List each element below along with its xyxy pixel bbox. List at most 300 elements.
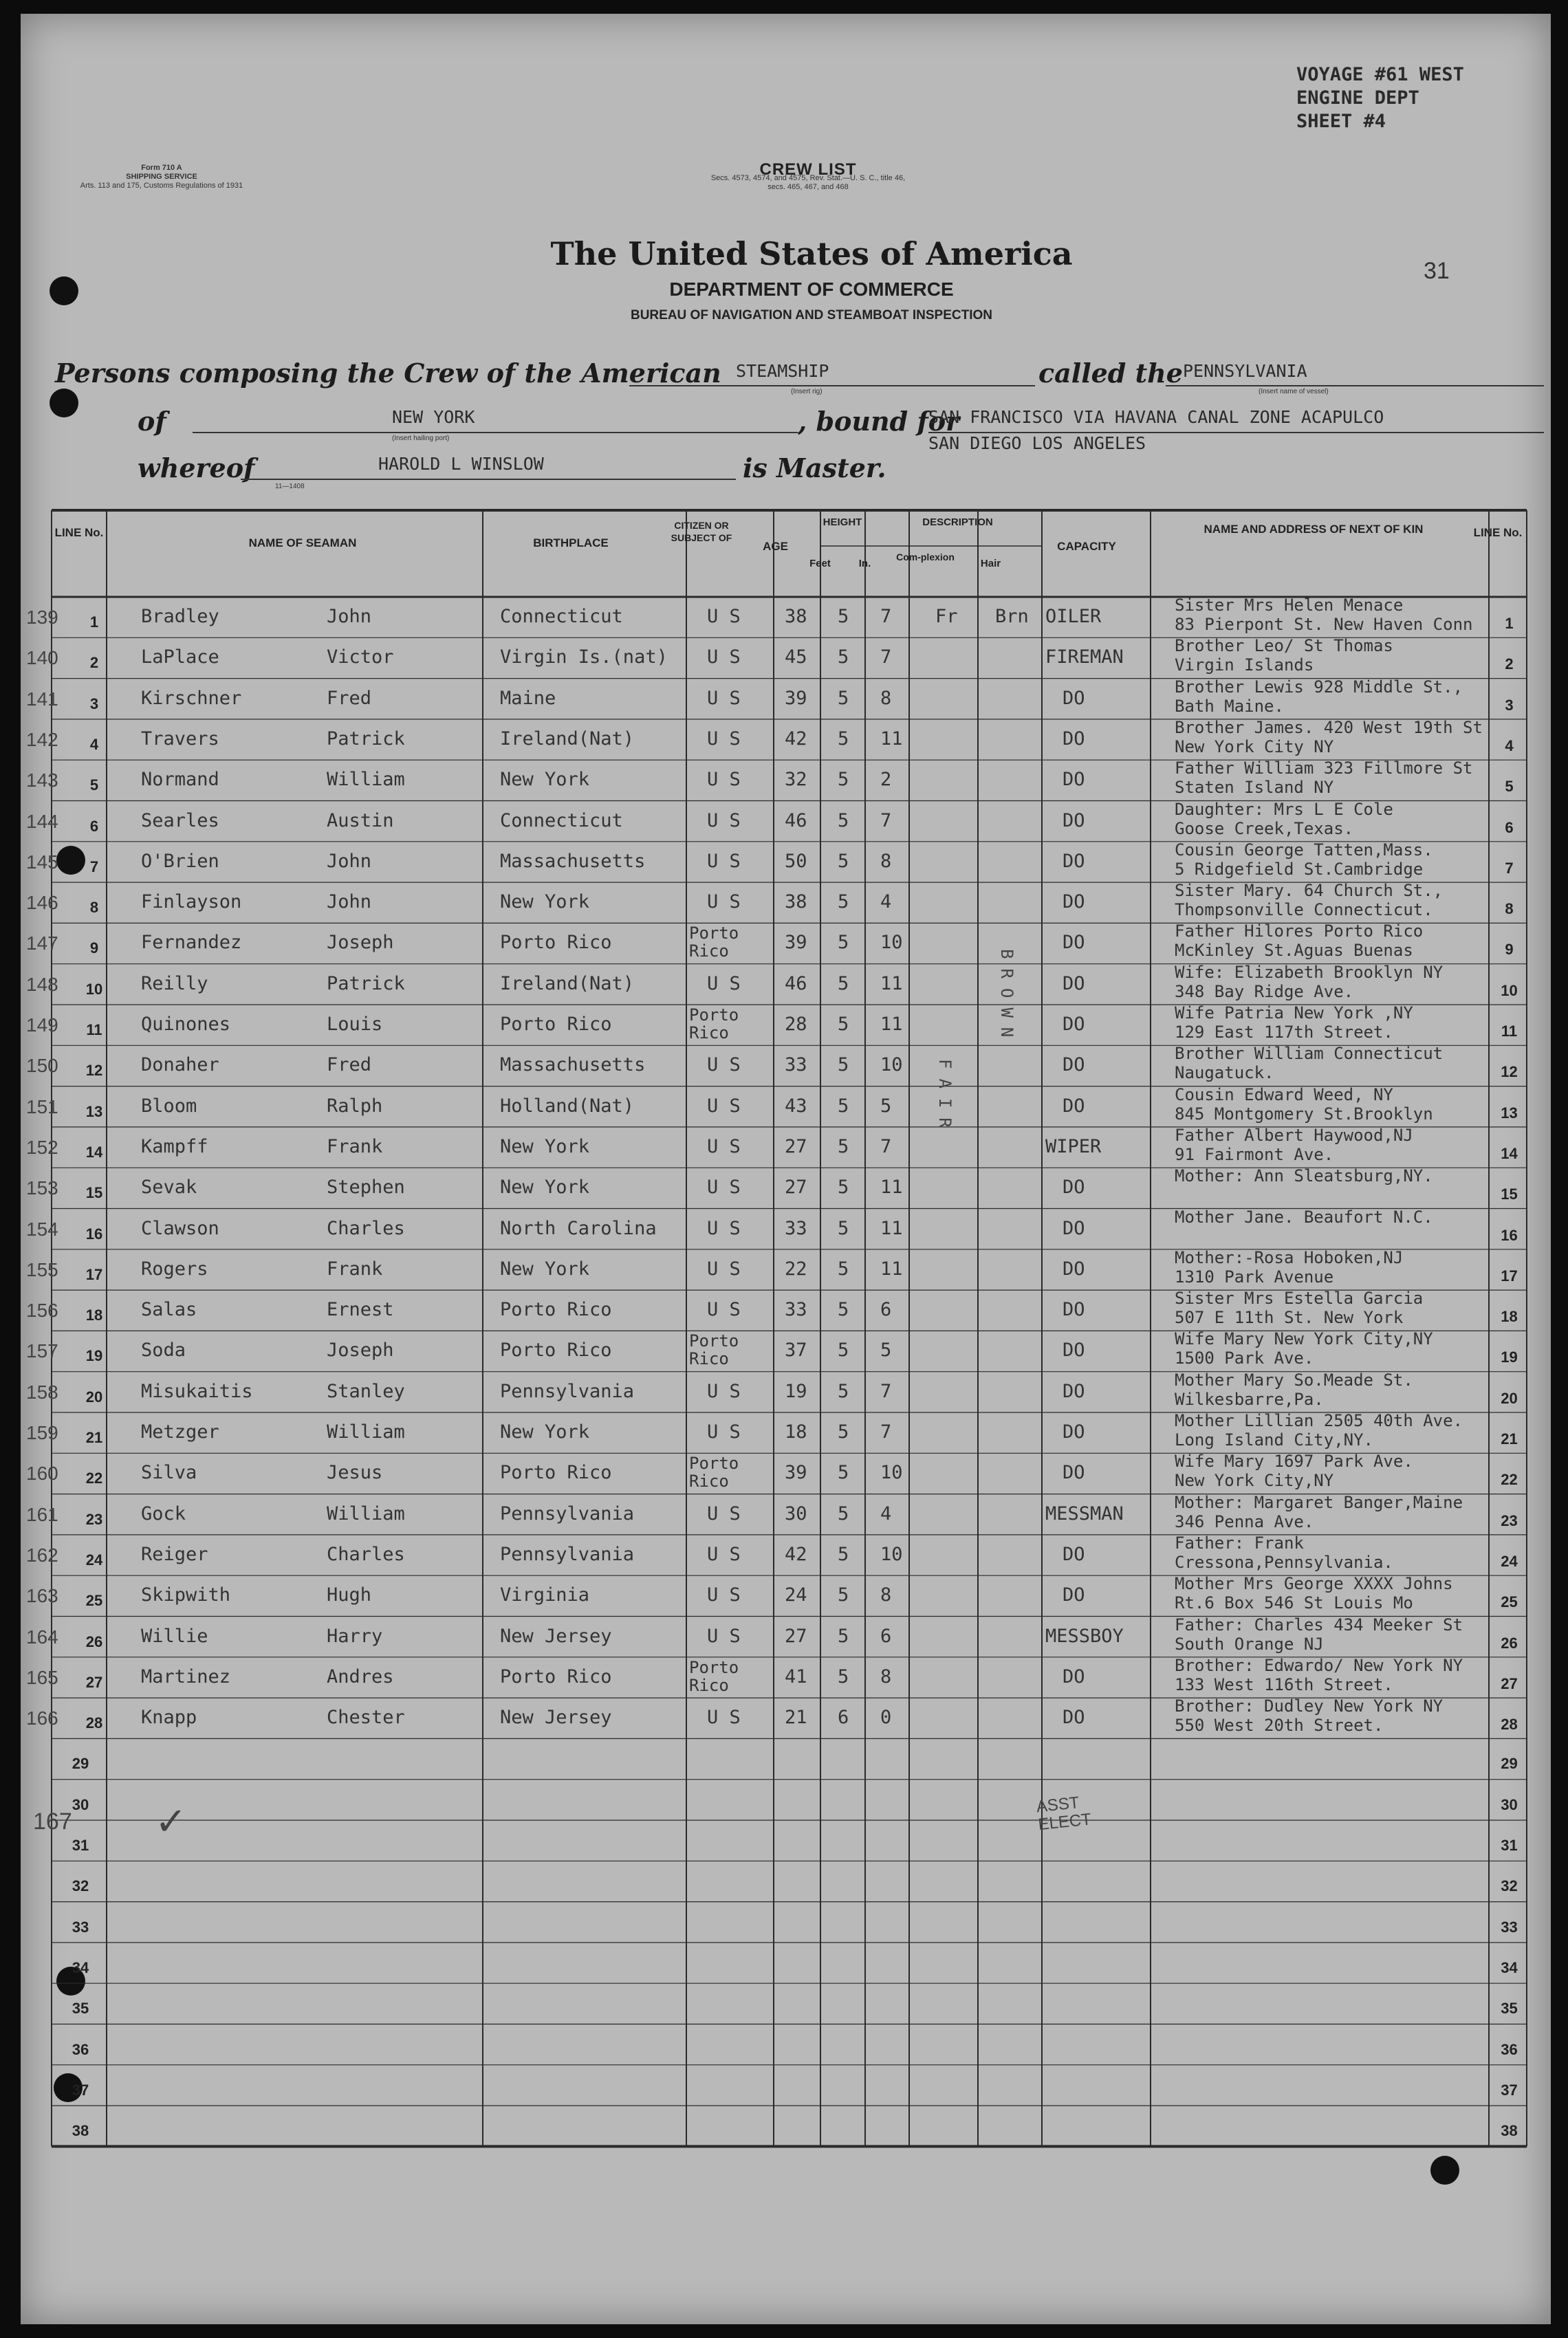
birthplace: Massachusetts bbox=[500, 851, 646, 872]
line-number-right: 27 bbox=[1501, 1674, 1518, 1692]
capacity: DO bbox=[1063, 769, 1085, 791]
next-of-kin-address: 550 West 20th Street. bbox=[1175, 1716, 1384, 1736]
age: 33 bbox=[785, 1054, 807, 1076]
birthplace: Pennsylvania bbox=[500, 1503, 635, 1525]
seaman-first-name: Frank bbox=[327, 1135, 383, 1157]
line-number: 8 bbox=[89, 899, 99, 917]
next-of-kin-address: 5 Ridgefield St.Cambridge bbox=[1175, 859, 1424, 879]
citizenship: U S bbox=[707, 687, 741, 709]
seaman-last-name: Gock bbox=[141, 1503, 186, 1525]
next-of-kin-name: Sister Mrs Estella Garcia bbox=[1175, 1289, 1424, 1309]
line-number: 18 bbox=[85, 1307, 103, 1324]
handwritten-row-number: 146 bbox=[26, 892, 58, 914]
height-feet: 5 bbox=[838, 1258, 849, 1280]
citizenship: U S bbox=[707, 1543, 741, 1565]
handwritten-row-number: 143 bbox=[26, 769, 58, 791]
seaman-last-name: Quinones bbox=[141, 1014, 231, 1035]
header-line-no-right: LINE No. bbox=[1473, 526, 1523, 539]
seaman-first-name: John bbox=[327, 606, 372, 627]
height-feet: 5 bbox=[838, 1543, 849, 1565]
destination-line2: SAN DIEGO LOS ANGELES bbox=[928, 433, 1146, 453]
handwritten-row-number: 151 bbox=[26, 1095, 58, 1117]
next-of-kin-name: Brother Lewis 928 Middle St., bbox=[1175, 677, 1463, 697]
handwritten-row-number: 147 bbox=[26, 932, 58, 954]
capacity: WIPER bbox=[1045, 1135, 1102, 1157]
seaman-last-name: Normand bbox=[141, 769, 219, 791]
line-number-right: 37 bbox=[1501, 2081, 1518, 2099]
citizenship: U S bbox=[707, 1135, 741, 1157]
line-number-right: 19 bbox=[1501, 1348, 1518, 1366]
next-of-kin-name: Mother Mrs George XXXX Johns bbox=[1175, 1574, 1453, 1594]
handwritten-row-number: 157 bbox=[26, 1340, 58, 1362]
department-stamp: ENGINE DEPT bbox=[1296, 87, 1419, 109]
line-number: 24 bbox=[85, 1551, 103, 1569]
age: 37 bbox=[785, 1340, 807, 1362]
citizenship: Porto Rico bbox=[689, 1454, 739, 1492]
capacity: FIREMAN bbox=[1045, 646, 1124, 668]
age: 38 bbox=[785, 606, 807, 627]
line-number-right: 33 bbox=[1501, 1918, 1518, 1936]
handwritten-row-number: 152 bbox=[26, 1136, 58, 1158]
age: 22 bbox=[785, 1258, 807, 1280]
height-inches: 0 bbox=[880, 1707, 892, 1729]
age: 45 bbox=[785, 646, 807, 668]
line-number-right: 1 bbox=[1505, 615, 1514, 632]
height-feet: 5 bbox=[838, 809, 849, 831]
age: 50 bbox=[785, 850, 807, 872]
seaman-last-name: Martinez bbox=[141, 1665, 231, 1687]
line-number-right: 2 bbox=[1505, 655, 1514, 673]
height-inches: 8 bbox=[880, 850, 892, 872]
next-of-kin-address: 133 West 116th Street. bbox=[1175, 1674, 1393, 1694]
line-number: 15 bbox=[85, 1184, 103, 1202]
age: 21 bbox=[785, 1707, 807, 1729]
line-number: 20 bbox=[85, 1388, 103, 1406]
next-of-kin-address: South Orange NJ bbox=[1175, 1634, 1324, 1654]
seaman-first-name: Austin bbox=[327, 809, 394, 831]
birthplace: New Jersey bbox=[500, 1707, 612, 1729]
next-of-kin-name: Father: Frank bbox=[1175, 1533, 1304, 1553]
handwritten-row-number: 164 bbox=[26, 1626, 58, 1648]
statute-line: secs. 465, 467, and 468 bbox=[767, 183, 849, 191]
next-of-kin-name: Cousin Edward Weed, NY bbox=[1175, 1084, 1393, 1104]
capacity: DO bbox=[1063, 1543, 1085, 1565]
capacity: DO bbox=[1063, 932, 1085, 954]
seaman-first-name: Stephen bbox=[327, 1177, 405, 1199]
capacity: DO bbox=[1063, 1258, 1085, 1280]
next-of-kin-name: Brother: Dudley New York NY bbox=[1175, 1696, 1444, 1716]
birthplace: New York bbox=[500, 1422, 590, 1443]
seaman-first-name: John bbox=[327, 850, 372, 872]
line-number-right: 23 bbox=[1501, 1511, 1518, 1529]
seaman-first-name: Louis bbox=[327, 1014, 383, 1035]
line-number: 17 bbox=[85, 1265, 103, 1283]
next-of-kin-name: Brother Leo/ St Thomas bbox=[1175, 636, 1393, 656]
age: 38 bbox=[785, 891, 807, 913]
birthplace: Porto Rico bbox=[500, 1300, 612, 1321]
citizenship: U S bbox=[707, 1217, 741, 1239]
height-feet: 5 bbox=[838, 932, 849, 954]
capacity: DO bbox=[1063, 1380, 1085, 1402]
line-number-right: 15 bbox=[1501, 1186, 1518, 1203]
height-inches: 11 bbox=[880, 1217, 903, 1239]
next-of-kin-address: 507 E 11th St. New York bbox=[1175, 1308, 1404, 1328]
height-inches: 6 bbox=[880, 1625, 892, 1647]
height-feet: 5 bbox=[838, 1503, 849, 1525]
line-number: 25 bbox=[85, 1592, 103, 1610]
line-number: 13 bbox=[85, 1102, 103, 1120]
birthplace: Pennsylvania bbox=[500, 1544, 635, 1565]
called-label: called the bbox=[1038, 358, 1183, 389]
capacity: DO bbox=[1063, 1054, 1085, 1076]
citizenship: U S bbox=[707, 1054, 741, 1076]
master-label: is Master. bbox=[743, 452, 886, 483]
line-number: 28 bbox=[85, 1714, 103, 1732]
next-of-kin-address: New York City,NY bbox=[1175, 1471, 1334, 1491]
header-inches: In. bbox=[858, 558, 871, 569]
next-of-kin-name: Father Hilores Porto Rico bbox=[1175, 921, 1424, 941]
line-number-right: 30 bbox=[1501, 1795, 1518, 1813]
seaman-first-name: Ralph bbox=[327, 1095, 383, 1117]
citizenship: Porto Rico bbox=[689, 1657, 739, 1695]
height-feet: 5 bbox=[838, 1299, 849, 1321]
handwritten-row-number: 150 bbox=[26, 1055, 58, 1077]
seaman-first-name: Andres bbox=[327, 1665, 394, 1687]
age: 19 bbox=[785, 1380, 807, 1402]
age: 27 bbox=[785, 1177, 807, 1199]
next-of-kin-address: Long Island City,NY. bbox=[1175, 1430, 1373, 1450]
citizenship: U S bbox=[707, 1095, 741, 1117]
handwritten-row-number: 142 bbox=[26, 728, 58, 750]
height-feet: 5 bbox=[838, 1217, 849, 1239]
seaman-last-name: Searles bbox=[141, 809, 219, 831]
line-number-right: 24 bbox=[1501, 1552, 1518, 1570]
capacity-note: ASST ELECT bbox=[1035, 1793, 1093, 1835]
height-feet: 5 bbox=[838, 1584, 849, 1606]
line-number: 22 bbox=[85, 1470, 103, 1487]
handwritten-row-number: 158 bbox=[26, 1381, 58, 1403]
handwritten-row-number: 166 bbox=[26, 1707, 58, 1729]
capacity: DO bbox=[1063, 1707, 1085, 1729]
handwritten-row-number: 160 bbox=[26, 1463, 58, 1485]
citizenship: U S bbox=[707, 1503, 741, 1525]
citizenship: U S bbox=[707, 1421, 741, 1443]
next-of-kin-address: 348 Bay Ridge Ave. bbox=[1175, 981, 1354, 1001]
capacity: DO bbox=[1063, 1095, 1085, 1117]
line-number-right: 29 bbox=[1501, 1755, 1518, 1773]
header-age: AGE bbox=[763, 540, 788, 553]
height-feet: 5 bbox=[838, 1340, 849, 1362]
next-of-kin-name: Cousin George Tatten,Mass. bbox=[1175, 840, 1433, 860]
citizenship: U S bbox=[707, 1625, 741, 1647]
citizenship: U S bbox=[707, 1258, 741, 1280]
height-inches: 2 bbox=[880, 769, 892, 791]
hair-color: Brn bbox=[995, 606, 1029, 627]
citizenship: U S bbox=[707, 1584, 741, 1606]
next-of-kin-address: Naugatuck. bbox=[1175, 1063, 1274, 1083]
bound-label: , bound for bbox=[798, 406, 960, 437]
capacity: DO bbox=[1063, 809, 1085, 831]
capacity: MESSBOY bbox=[1045, 1625, 1124, 1647]
handwritten-row-number: 141 bbox=[26, 688, 58, 710]
line-number-right: 35 bbox=[1501, 2000, 1518, 2018]
seaman-last-name: Silva bbox=[141, 1462, 197, 1484]
height-feet: 5 bbox=[838, 606, 849, 627]
master-name: HAROLD L WINSLOW bbox=[378, 454, 544, 474]
rig-caption: (Insert rig) bbox=[791, 388, 823, 395]
handwritten-row-number: 139 bbox=[26, 607, 58, 628]
seaman-last-name: Kirschner bbox=[141, 687, 242, 709]
height-inches: 7 bbox=[880, 646, 892, 668]
line-number: 30 bbox=[72, 1795, 89, 1813]
birthplace: Porto Rico bbox=[500, 1463, 612, 1484]
handwritten-row-number: 154 bbox=[26, 1218, 58, 1240]
port-caption: (Insert hailing port) bbox=[392, 435, 450, 442]
line-number-right: 10 bbox=[1501, 981, 1518, 999]
citizenship: U S bbox=[707, 646, 741, 668]
line-number: 10 bbox=[85, 980, 103, 998]
handwritten-row-number: 153 bbox=[26, 1177, 58, 1199]
seaman-last-name: Travers bbox=[141, 728, 219, 750]
age: 46 bbox=[785, 809, 807, 831]
citizenship: U S bbox=[707, 769, 741, 791]
birthplace: Porto Rico bbox=[500, 1340, 612, 1362]
line-number-right: 21 bbox=[1501, 1430, 1518, 1447]
header-line-no: LINE No. bbox=[54, 526, 104, 539]
capacity: DO bbox=[1063, 687, 1085, 709]
height-feet: 5 bbox=[838, 1177, 849, 1199]
next-of-kin-address: McKinley St.Aguas Buenas bbox=[1175, 941, 1413, 961]
height-inches: 11 bbox=[880, 1014, 903, 1035]
line-number: 12 bbox=[85, 1062, 103, 1080]
capacity: DO bbox=[1063, 1014, 1085, 1035]
line-number: 7 bbox=[89, 857, 99, 875]
header-hair: Hair bbox=[980, 558, 1001, 569]
vessel-caption: (Insert name of vessel) bbox=[1259, 388, 1329, 395]
line-number: 16 bbox=[85, 1225, 103, 1243]
line-number-right: 14 bbox=[1501, 1144, 1518, 1162]
line-number-right: 36 bbox=[1501, 2040, 1518, 2058]
line-number-right: 31 bbox=[1501, 1837, 1518, 1854]
next-of-kin-name: Wife Mary 1697 Park Ave. bbox=[1175, 1452, 1413, 1472]
complexion: Fr bbox=[935, 606, 958, 627]
height-feet: 5 bbox=[838, 728, 849, 750]
age: 39 bbox=[785, 932, 807, 954]
height-inches: 7 bbox=[880, 809, 892, 831]
seaman-first-name: Patrick bbox=[327, 972, 405, 994]
next-of-kin-address: 129 East 117th Street. bbox=[1175, 1023, 1393, 1042]
header-description: DESCRIPTION bbox=[922, 516, 993, 528]
seaman-first-name: Victor bbox=[327, 646, 394, 668]
print-code: 11—1408 bbox=[275, 483, 305, 490]
persons-label: Persons composing the Crew of the American bbox=[55, 358, 721, 389]
line-number-right: 7 bbox=[1505, 859, 1514, 877]
line-number: 11 bbox=[86, 1021, 102, 1038]
line-number: 32 bbox=[72, 1877, 89, 1895]
line-number-right: 4 bbox=[1505, 736, 1514, 754]
next-of-kin-address: Cressona,Pennsylvania. bbox=[1175, 1552, 1393, 1572]
next-of-kin-name: Father: Charles 434 Meeker St bbox=[1175, 1615, 1463, 1635]
height-inches: 11 bbox=[880, 1258, 903, 1280]
header-height: HEIGHT bbox=[823, 516, 862, 528]
seaman-last-name: Bradley bbox=[141, 606, 219, 627]
next-of-kin-address: 1310 Park Avenue bbox=[1175, 1267, 1334, 1287]
next-of-kin-name: Mother: Ann Sleatsburg,NY. bbox=[1175, 1166, 1433, 1186]
capacity: DO bbox=[1063, 1462, 1085, 1484]
handwritten-row-number: 167 bbox=[33, 1809, 72, 1835]
citizenship: U S bbox=[707, 1299, 741, 1321]
birthplace: New York bbox=[500, 1258, 590, 1280]
handwritten-row-number: 140 bbox=[26, 647, 58, 669]
of-label: of bbox=[138, 406, 166, 437]
line-number: 6 bbox=[89, 817, 99, 835]
line-number: 4 bbox=[89, 735, 99, 753]
line-number-right: 18 bbox=[1501, 1308, 1518, 1326]
age: 18 bbox=[785, 1421, 807, 1443]
age: 43 bbox=[785, 1095, 807, 1117]
seaman-first-name: Joseph bbox=[327, 1340, 394, 1362]
line-number: 37 bbox=[72, 2081, 89, 2099]
next-of-kin-name: Brother James. 420 West 19th St bbox=[1175, 717, 1483, 737]
seaman-first-name: Hugh bbox=[327, 1584, 372, 1606]
header-name: NAME OF SEAMAN bbox=[248, 536, 357, 549]
line-number: 9 bbox=[89, 939, 99, 957]
height-feet: 5 bbox=[838, 1625, 849, 1647]
citizenship: U S bbox=[707, 1380, 741, 1402]
vessel-name: PENNSYLVANIA bbox=[1183, 361, 1307, 381]
seaman-first-name: William bbox=[327, 1421, 405, 1443]
height-inches: 8 bbox=[880, 687, 892, 709]
seaman-first-name: Frank bbox=[327, 1258, 383, 1280]
sheet-number: SHEET #4 bbox=[1296, 111, 1386, 132]
line-number-right: 38 bbox=[1501, 2122, 1518, 2140]
height-feet: 5 bbox=[838, 1095, 849, 1117]
next-of-kin-address: Virgin Islands bbox=[1175, 655, 1314, 675]
height-inches: 8 bbox=[880, 1584, 892, 1606]
citizenship: Porto Rico bbox=[689, 924, 739, 961]
seaman-first-name: Jesus bbox=[327, 1462, 383, 1484]
handwritten-row-number: 165 bbox=[26, 1666, 58, 1688]
capacity: DO bbox=[1063, 1584, 1085, 1606]
next-of-kin-address: 83 Pierpont St. New Haven Conn bbox=[1175, 615, 1473, 634]
seaman-last-name: LaPlace bbox=[141, 646, 219, 668]
line-number-right: 5 bbox=[1505, 778, 1514, 796]
voyage-number: VOYAGE #61 WEST bbox=[1296, 64, 1464, 85]
seaman-first-name: Stanley bbox=[327, 1380, 405, 1402]
seaman-last-name: Donaher bbox=[141, 1054, 219, 1076]
form-service: SHIPPING SERVICE bbox=[126, 173, 197, 181]
age: 24 bbox=[785, 1584, 807, 1606]
seaman-first-name: Patrick bbox=[327, 728, 405, 750]
birthplace: Virginia bbox=[500, 1585, 590, 1606]
seaman-first-name: Charles bbox=[327, 1543, 405, 1565]
next-of-kin-name: Father William 323 Fillmore St bbox=[1175, 758, 1473, 778]
height-inches: 7 bbox=[880, 1421, 892, 1443]
seaman-last-name: Skipwith bbox=[141, 1584, 231, 1606]
height-feet: 5 bbox=[838, 1380, 849, 1402]
height-inches: 7 bbox=[880, 1380, 892, 1402]
age: 33 bbox=[785, 1217, 807, 1239]
age: 42 bbox=[785, 1543, 807, 1565]
birthplace: Pennsylvania bbox=[500, 1381, 635, 1402]
statute-line: Secs. 4573, 4574, and 4575, Rev. Stat.—U. S. C., title 46, bbox=[710, 174, 906, 182]
line-number-right: 9 bbox=[1505, 941, 1514, 959]
next-of-kin-name: Mother:-Rosa Hoboken,NJ bbox=[1175, 1247, 1404, 1267]
capacity: DO bbox=[1063, 1217, 1085, 1239]
line-number: 31 bbox=[72, 1837, 89, 1854]
handwritten-row-number: 148 bbox=[26, 973, 58, 995]
form-regulation: Arts. 113 and 175, Customs Regulations of 1931 bbox=[80, 182, 243, 190]
line-number: 1 bbox=[89, 613, 99, 631]
line-number: 33 bbox=[72, 1918, 89, 1936]
complexion-vertical: FAIR bbox=[935, 1059, 955, 1137]
height-inches: 10 bbox=[880, 1462, 903, 1484]
seaman-first-name: Harry bbox=[327, 1625, 383, 1647]
height-feet: 5 bbox=[838, 891, 849, 913]
age: 28 bbox=[785, 1014, 807, 1035]
line-number-right: 25 bbox=[1501, 1593, 1518, 1611]
handwritten-row-number: 163 bbox=[26, 1585, 58, 1607]
age: 32 bbox=[785, 769, 807, 791]
height-feet: 5 bbox=[838, 972, 849, 994]
age: 46 bbox=[785, 972, 807, 994]
line-number-right: 26 bbox=[1501, 1634, 1518, 1652]
age: 39 bbox=[785, 1462, 807, 1484]
handwritten-row-number: 144 bbox=[26, 810, 58, 832]
seaman-last-name: Misukaitis bbox=[141, 1380, 253, 1402]
age: 33 bbox=[785, 1299, 807, 1321]
line-number-right: 34 bbox=[1501, 1958, 1518, 1976]
next-of-kin-name: Mother Lillian 2505 40th Ave. bbox=[1175, 1411, 1463, 1430]
next-of-kin-address: Staten Island NY bbox=[1175, 778, 1334, 798]
next-of-kin-name: Sister Mrs Helen Menace bbox=[1175, 596, 1404, 615]
birthplace: New York bbox=[500, 1177, 590, 1199]
citizenship: U S bbox=[707, 850, 741, 872]
height-inches: 10 bbox=[880, 932, 903, 954]
citizenship: U S bbox=[707, 1177, 741, 1199]
next-of-kin-address: Bath Maine. bbox=[1175, 696, 1284, 716]
seaman-first-name: John bbox=[327, 891, 372, 913]
header-feet: Feet bbox=[809, 558, 831, 569]
citizenship: U S bbox=[707, 891, 741, 913]
next-of-kin-name: Father Albert Haywood,NJ bbox=[1175, 1125, 1413, 1145]
next-of-kin-name: Wife Patria New York ,NY bbox=[1175, 1003, 1413, 1023]
next-of-kin-address: 91 Fairmont Ave. bbox=[1175, 1144, 1334, 1164]
birthplace: New York bbox=[500, 892, 590, 913]
capacity: MESSMAN bbox=[1045, 1503, 1124, 1525]
seaman-first-name: Ernest bbox=[327, 1299, 394, 1321]
height-feet: 5 bbox=[838, 1014, 849, 1035]
next-of-kin-address: 346 Penna Ave. bbox=[1175, 1511, 1314, 1531]
next-of-kin-address: Rt.6 Box 546 St Louis Mo bbox=[1175, 1593, 1413, 1613]
page-number: 31 bbox=[1424, 258, 1450, 284]
next-of-kin-name: Mother Jane. Beaufort N.C. bbox=[1175, 1207, 1433, 1227]
citizenship: U S bbox=[707, 1707, 741, 1729]
birthplace: Porto Rico bbox=[500, 932, 612, 954]
seaman-last-name: Finlayson bbox=[141, 891, 242, 913]
line-number: 35 bbox=[72, 2000, 89, 2018]
age: 27 bbox=[785, 1625, 807, 1647]
birthplace: Massachusetts bbox=[500, 1055, 646, 1076]
seaman-last-name: Kampff bbox=[141, 1135, 208, 1157]
height-feet: 5 bbox=[838, 1665, 849, 1687]
line-number: 29 bbox=[72, 1755, 89, 1773]
seaman-last-name: Metzger bbox=[141, 1421, 219, 1443]
header-complexion: Com-plexion bbox=[896, 551, 955, 562]
line-number: 23 bbox=[85, 1510, 103, 1528]
age: 39 bbox=[785, 687, 807, 709]
birthplace: Porto Rico bbox=[500, 1014, 612, 1035]
